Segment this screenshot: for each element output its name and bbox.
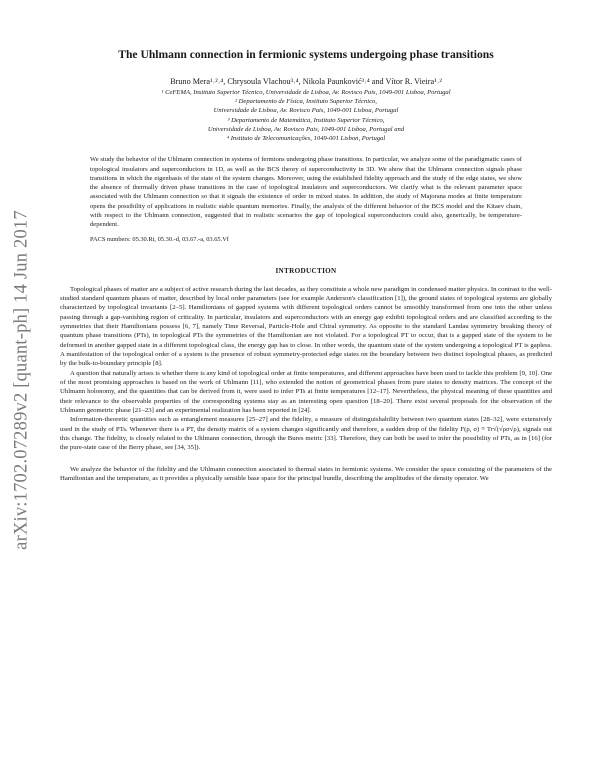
- arxiv-sidebar-stamp: [2, 140, 42, 620]
- affiliation-line: Universidade de Lisboa, Av. Rovisco Pais, 1049-001 Lisboa, Portugal: [213, 107, 399, 115]
- affiliation-line: ¹ CeFEMA, Instituto Superior Técnico, Universidade de Lisboa, Av. Rovisco Pais, 1049-001 Lisboa, Portugal: [161, 89, 451, 96]
- paragraph: Topological phases of matter are a subject of active research during the last decades, as they constitute a whole new paradigm in condensed matter physics. In contrast to the well-studied standard quantum phases of matter, described by local order parameters (see for example Anderson's classification [1]), the ground states of topological systems are globally characterized by topological invariants [2–5]. Hamiltonians of gapped systems with different topological orders cannot be smoothly transformed from one into the other unless passing through a gap-vanishing region of criticality. In particular, insulators and superconductors with an energy gap exhibit topological orders and are classified according to the symmetries that their Hamiltonians possess [6, 7], namely Time Reversal, Particle-Hole and Chiral symmetry. As opposite to the standard Landau symmetry breaking theory of quantum phase transitions (PTs), in topological PTs the symmetries of the Hamiltonian are not violated. For a topological PT to occur, that is a gapped state of the system to be deformed in another gapped state in a different topological class, the energy gap has to close. In other words, the quantum state of the system undergoing a topological PT is gapless. A manifestation of the topological order of a system is the presence of robust symmetry-protected edge states on the boundary between two distinct topological phases, as predicted by the bulk-to-boundary principle [8].: [60, 285, 552, 368]
- paragraph: Information-theoretic quantities such as entanglement measures [25–27] and the fidelity, a measure of distinguishability between two quantum states [28–32], were extensively used in the study of PTs. Whenever there is a PT, the density matrix of a system changes significantly and therefore, a sudden drop of the fidelity F(ρ, σ) ≡ Tr√(√ρσ√ρ), signals out this change. The fidelity, is closely related to the Uhlmann connection, through the Bures metric [33]. Therefore, they can both be used to infer the possibility of PTs, as in [16] (for the pure-state case of the Berry phase, see [34, 35]).: [60, 416, 552, 452]
- arxiv-identifier: arXiv:1702.07289v2 [quant-ph] 14 Jun 2017: [11, 210, 32, 550]
- paragraph: We analyze the behavior of the fidelity and the Uhlmann connection associated to thermal states in fermionic systems. We consider the space consisting of the parameters of the Hamiltonian and the temperature, as it provides a physically sensible base space for the principal bundle, describing the amplitudes of the density operator. We: [60, 465, 552, 483]
- author-list: Bruno Mera¹˒²˒⁴, Chrysoula Vlachou³˒⁴, Nikola Paunković³˒⁴ and Vítor R. Vieira¹˒²: [170, 77, 442, 86]
- affiliation-line: Universidade de Lisboa, Av. Rovisco Pais, 1049-001 Lisboa, Portugal and: [207, 125, 405, 133]
- paragraph: A question that naturally arises is whether there is any kind of topological order at finite temperatures, and different approaches have been used to tackle this problem [9, 10]. One of the most promising approaches is based on the work of Uhlmann [11], who extended the notion of geometrical phases from pure states to density matrices. The concept of the Uhlmann holonomy, and the quantities that can be derived from it, were used to infer PTs at finite temperatures [12–17]. Nevertheless, the physical meaning of these quantities and their relevance to the observable properties of the corresponding systems stay as an interesting open question [18–20]. There exist several proposals for the observation of the Uhlmann geometric phase [21–23] and an experimental realization has been reported in [24].: [60, 369, 552, 415]
- pacs-numbers: PACS numbers: 05.30.Rt, 05.30.-d, 03.67.-a, 03.65.Vf: [90, 235, 229, 243]
- affiliation-line: ³ Departamento de Matemática, Instituto Superior Técnico,: [227, 116, 385, 124]
- affiliation-line: ⁴ Instituto de Telecomunicações, 1049-001 Lisbon, Portugal: [226, 135, 386, 143]
- abstract: We study the behavior of the Uhlmann connection in systems of fermions undergoing phase transitions. In particular, we analyze some of the paradigmatic cases of topological insulators and superconductors in 1D, as well as the BCS theory of superconductivity in 3D. We show that the Uhlmann connection signals phase transitions in which the eigenbasis of the state of the system changes. Moreover, using the established fidelity approach and the study of the edge states, we show the absence of thermally driven phase transitions in the case of topological insulators and superconductors. We clarify what is the relevant parameter space associated with the Uhlmann connection so that it signals the existence of order in mixed states. In addition, the study of Majorana modes at finite temperature opens the possibility of applications in realistic stable quantum memories. Finally, the analysis of the different behavior of the BCS model and the Kitaev chain, with respect to the Uhlmann connection, suggested that in realistic scenarios the gap of topological superconductors could also, generically, be temperature-dependent.: [90, 156, 522, 229]
- affiliation-line: ² Departamento de Física, Instituto Superior Técnico,: [235, 98, 377, 106]
- section-heading: INTRODUCTION: [275, 266, 337, 275]
- paper-page: [60, 48, 552, 483]
- body-text: [60, 285, 552, 484]
- affiliations: [60, 88, 552, 143]
- paper-title: The Uhlmann connection in fermionic systems undergoing phase transitions: [118, 48, 494, 61]
